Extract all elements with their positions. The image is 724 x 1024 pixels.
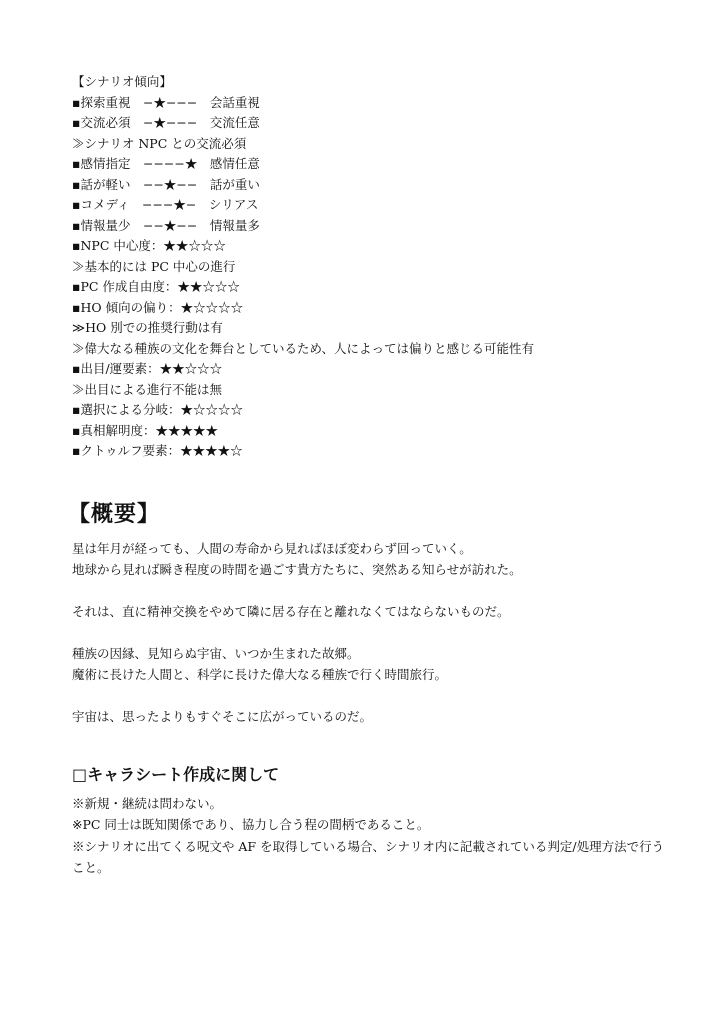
- overview-body: [72, 538, 672, 727]
- overview-heading: 【概要】: [68, 501, 161, 527]
- tendency-item: ▪情報量少 −−★−− 情報量多: [72, 217, 260, 233]
- tendency-item: ▪話が軽い −−★−− 話が重い: [72, 176, 260, 192]
- tendency-item: ▪HO 傾向の偏り：★☆☆☆☆: [72, 299, 244, 315]
- overview-paragraph: 星は年月が経っても、人間の寿命から見ればほぼ変わらず回っていく。: [72, 540, 472, 556]
- charsheet-notes: [72, 793, 672, 879]
- charsheet-note: ※PC 同士は既知関係であり、協力し合う程の間柄であること。: [72, 817, 430, 832]
- tendency-note: ≫HO 別での推奨行動は有: [72, 320, 223, 335]
- tendency-item: ▪感情指定 −−−−★ 感情任意: [72, 156, 260, 171]
- overview-paragraph: それは、直に精神交換をやめて隣に居る存在と離れなくてはならないものだ。: [72, 603, 510, 619]
- charsheet-note: ※シナリオに出てくる呪文や AF を取得している場合、シナリオ内に記載されている判定/処理方法で行うこと。: [72, 838, 665, 875]
- tendency-item: ▪クトゥルフ要素：★★★★☆: [72, 443, 243, 458]
- overview-paragraph: 種族の因縁、見知らぬ宇宙、いつか生まれた故郷。: [72, 645, 360, 661]
- tendency-note: ≫シナリオ NPC との交流必須: [72, 135, 247, 151]
- tendency-heading: 【シナリオ傾向】: [72, 74, 172, 89]
- tendency-item: ▪選択による分岐：★☆☆☆☆: [72, 402, 243, 417]
- tendency-section: [72, 72, 672, 462]
- charsheet-note: ※新規・継続は問わない。: [72, 795, 223, 811]
- document-page: [68, 72, 672, 879]
- overview-paragraph: 地球から見れば瞬き程度の時間を過ごす貴方たちに、突然ある知らせが訪れた。: [72, 561, 522, 577]
- tendency-note: ≫偉大なる種族の文化を舞台としているため、人によっては偏りと感じる可能性有: [72, 340, 535, 356]
- tendency-note: ≫出目による進行不能は無: [72, 381, 223, 397]
- overview-paragraph: 魔術に長けた人間と、科学に長けた偉大なる種族で行く時間旅行。: [72, 666, 448, 682]
- tendency-item: ▪真相解明度：★★★★★: [72, 422, 218, 438]
- overview-paragraph: 宇宙は、思ったよりもすぐそこに広がっているのだ。: [72, 708, 373, 724]
- tendency-note: ≫基本的には PC 中心の進行: [72, 258, 236, 274]
- tendency-item: ▪コメディ −−−★− シリアス: [72, 197, 259, 212]
- tendency-item: ▪NPC 中心度：★★☆☆☆: [72, 238, 226, 253]
- tendency-item: ▪PC 作成自由度：★★☆☆☆: [72, 279, 240, 294]
- tendency-item: ▪出目/運要素：★★☆☆☆: [72, 361, 223, 376]
- tendency-item: ▪交流必須 −★−−− 交流任意: [72, 115, 260, 130]
- charsheet-heading: □キャラシート作成に関して: [72, 764, 280, 784]
- tendency-item: ▪探索重視 −★−−− 会話重視: [72, 94, 260, 110]
